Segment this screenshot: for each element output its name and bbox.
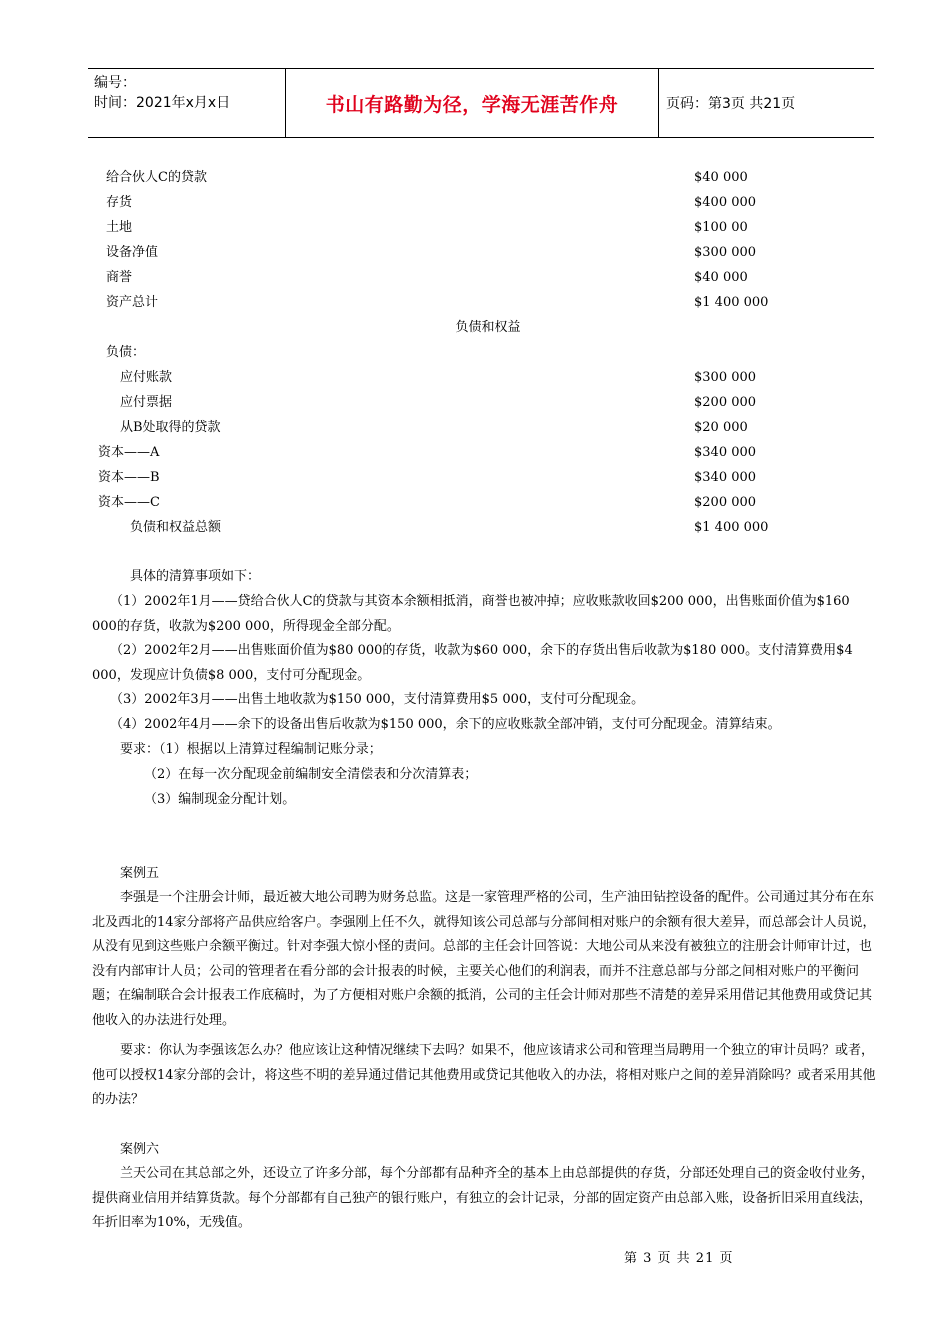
header-meta <box>94 73 284 113</box>
asset-amount: $40 000 <box>694 170 748 185</box>
header-page-label: 页码：第3页 共21页 <box>666 96 796 112</box>
header-divider <box>658 69 659 137</box>
capital-label: 资本——B <box>98 470 160 485</box>
page-header <box>88 68 874 138</box>
liability-label: 从B处取得的贷款 <box>120 420 221 435</box>
asset-label: 存货 <box>106 195 133 210</box>
liquidation-item: （4）2002年4月——余下的设备出售后收款为$150 000，余下的应收账款全部冲销，支付可分配现金。清算结束。 <box>110 717 781 732</box>
asset-label: 设备净值 <box>106 245 159 260</box>
capital-amount: $200 000 <box>694 495 757 510</box>
liabilities-heading: 负债： <box>106 345 146 360</box>
asset-total-label: 资产总计 <box>106 295 159 310</box>
capital-label: 资本——C <box>98 495 160 510</box>
asset-label: 土地 <box>106 220 133 235</box>
asset-amount: $300 000 <box>694 245 757 260</box>
case-body: 李强是一个注册会计师，最近被大地公司聘为财务总监。这是一家管理严格的公司，生产油田钻控设备的配件。公司通过其分布在东北及西北的14家分部将产品供应给客户。李强刚上任不久，就得知该公司总部与分部间相对账户的余额有很大差异，而总部会计人员说，从没有见到这些账户余额平衡过。针对李强大惊小怪的责问。总部的主任会计回答说：大地公司从来没有被独立的注册会计师审计过，也没有内部审计人员；公司的管理者在看分部的会计报表的时候，主要关心他们的利润表，而并不注意总部与分部之间相对账户的平衡问题；在编制联合会计报表工作底稿时，为了方便相对账户余额的抵消，公司的主任会计师对那些不清楚的差异采用借记其他费用或贷记其他收入的办法进行处理。 <box>92 890 876 1028</box>
number-label: 编号： <box>94 75 136 91</box>
liability-amount: $200 000 <box>694 395 757 410</box>
liability-amount: $300 000 <box>694 370 757 385</box>
page-footer: 第 3 页 共 21 页 <box>624 1251 734 1266</box>
time-label: 时间：2021年x月x日 <box>94 95 231 111</box>
liabilities-title: 负债和权益 <box>455 320 521 335</box>
liability-label: 应付账款 <box>120 370 173 385</box>
requirement-line: 要求：（1）根据以上清算过程编制记账分录； <box>120 742 382 757</box>
liability-label: 应付票据 <box>120 395 173 410</box>
asset-label: 给合伙人C的贷款 <box>106 170 207 185</box>
asset-total-amount: $1 400 000 <box>694 295 769 310</box>
asset-label: 商誉 <box>106 270 133 285</box>
liquidation-item: （1）2002年1月——贷给合伙人C的贷款与其资本余额相抵消，商誉也被冲掉；应收账款收回$200 000，出售账面价值为$160 000的存货，收款为$200 000，所得现金全部分配。 <box>92 594 850 634</box>
liquidation-item: （3）2002年3月——出售土地收款为$150 000，支付清算费用$5 000，支付可分配现金。 <box>110 692 645 707</box>
requirement-line: （2）在每一次分配现金前编制安全清偿表和分次清算表； <box>144 767 478 782</box>
case-question: 要求：你认为李强该怎么办？他应该让这种情况继续下去吗？如果不，他应该请求公司和管理当局聘用一个独立的审计员吗？或者，他可以授权14家分部的会计，将这些不明的差异通过借记其他费用或贷记其他收入的办法，将相对账户之间的差异消除吗？或者采用其他的办法？ <box>92 1043 876 1107</box>
header-motto: 书山有路勤为径，学海无涯苦作舟 <box>325 93 619 116</box>
capital-label: 资本——A <box>98 445 160 460</box>
asset-amount: $40 000 <box>694 270 748 285</box>
requirement-line: （3）编制现金分配计划。 <box>144 792 296 807</box>
asset-amount: $400 000 <box>694 195 757 210</box>
case-title: 案例五 <box>120 866 160 881</box>
case-title: 案例六 <box>120 1142 160 1157</box>
liability-amount: $20 000 <box>694 420 748 435</box>
capital-amount: $340 000 <box>694 470 757 485</box>
liquidation-item: （2）2002年2月——出售账面价值为$80 000的存货，收款为$60 000，余下的存货出售后收款为$180 000。支付清算费用$4 000，发现应计负债$8 000，支付可分配现金。 <box>92 643 853 683</box>
asset-amount: $100 00 <box>694 220 748 235</box>
total-liabilities-label: 负债和权益总额 <box>130 520 222 535</box>
liquidation-intro: 具体的清算事项如下： <box>130 569 261 584</box>
total-liabilities-amount: $1 400 000 <box>694 520 769 535</box>
capital-amount: $340 000 <box>694 445 757 460</box>
case-body: 兰天公司在其总部之外，还设立了许多分部，每个分部都有品种齐全的基本上由总部提供的存货，分部还处理自己的资金收付业务，提供商业信用并结算货款。每个分部都有自己独产的银行账户，有独立的会计记录，分部的固定资产由总部入账，设备折旧采用直线法，年折旧率为10%，无残值。 <box>92 1166 875 1230</box>
